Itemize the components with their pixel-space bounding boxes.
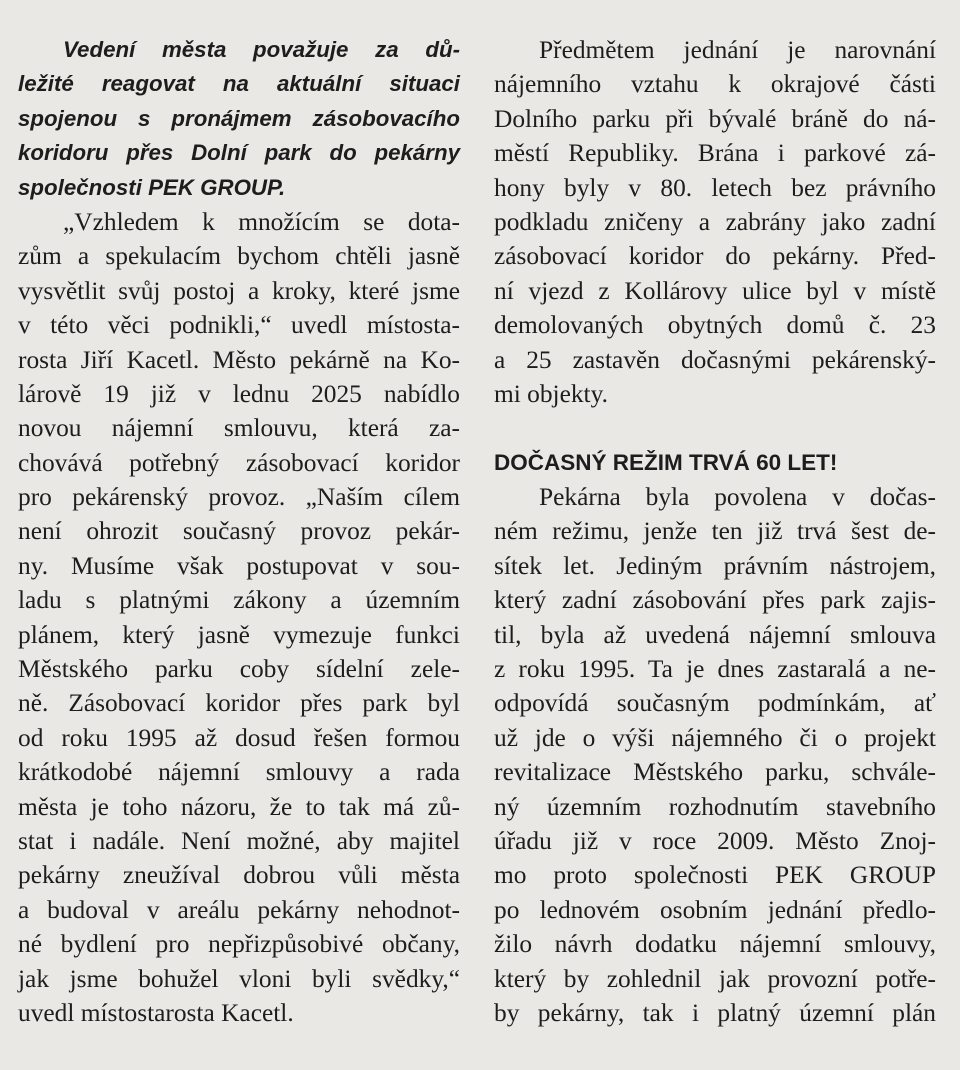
lead-line: Vedení města považuje za dů-: [63, 37, 460, 62]
body-paragraph-temporary-regime: [494, 480, 936, 1030]
text-line: jak jsme bohužel vloni byli svědky,“: [18, 964, 460, 993]
text-line: sítek let. Jediným právním nástrojem,: [494, 551, 936, 580]
body-paragraph-negotiation: [494, 33, 936, 411]
lead-line: spojenou s pronájmem zásobovacího: [18, 105, 460, 131]
right-column: [494, 33, 936, 1030]
text-line: který by zohlednil jak provozní potře-: [494, 964, 936, 993]
text-line: města je toho názoru, že to tak má zů-: [18, 792, 460, 821]
text-line: ný územním rozhodnutím stavebního: [494, 792, 936, 821]
text-line: už jde o výši nájemného či o projekt: [494, 723, 936, 752]
text-line: podkladu zničeny a zabrány jako zadní: [494, 207, 936, 236]
text-line: odpovídá současným podmínkám, ať: [494, 689, 936, 718]
text-line: který zadní zásobování přes park zajis-: [494, 586, 936, 615]
text-line: Dolního parku při bývalé bráně do ná-: [494, 104, 936, 133]
text-line: pekárny zneužíval dobrou vůli města: [18, 861, 460, 890]
text-line: plánem, který jasně vymezuje funkci: [18, 620, 460, 649]
text-line: a budoval v areálu pekárny nehodnot-: [18, 895, 460, 924]
text-line: vysvětlit svůj postoj a kroky, které jsme: [18, 276, 460, 305]
text-line: ném režimu, jenže ten již trvá šest de-: [494, 517, 936, 546]
text-line: chovává potřebný zásobovací koridor: [18, 448, 460, 477]
text-line: stat i nadále. Není možné, aby majitel: [18, 826, 460, 855]
text-line: ladu s platnými zákony a územním: [18, 586, 460, 615]
text-line: není ohrozit současný provoz pekár-: [18, 517, 460, 546]
text-line: ně. Zásobovací koridor přes park byl: [18, 689, 460, 718]
text-line: novou nájemní smlouvu, která za-: [18, 414, 460, 443]
text-line: zům a spekulacím bychom chtěli jasně: [18, 242, 460, 271]
text-line: od roku 1995 až dosud řešen formou: [18, 723, 460, 752]
body-paragraph-quote: [18, 205, 460, 1030]
text-line: zásobovací koridor do pekárny. Před-: [494, 242, 936, 271]
text-line: žilo návrh dodatku nájemní smlouvy,: [494, 930, 936, 959]
text-line: po lednovém osobním jednání předlo-: [494, 895, 936, 924]
text-line: hony byly v 80. letech bez právního: [494, 173, 936, 202]
left-column: [18, 33, 460, 1030]
text-line: „Vzhledem k množícím se dota-: [63, 207, 460, 236]
text-line: rosta Jiří Kacetl. Město pekárně na Ko-: [18, 345, 460, 374]
text-line: Předmětem jednání je narovnání: [539, 36, 936, 64]
text-line: til, byla až uvedená nájemní smlouva: [494, 620, 936, 649]
text-line: ny. Musíme však postupovat v sou-: [18, 551, 460, 580]
lead-line: ležité reagovat na aktuální situaci: [18, 71, 460, 97]
lead-line: koridoru přes Dolní park do pekárny: [18, 140, 460, 166]
text-line: pro pekárenský provoz. „Naším cílem: [18, 483, 460, 512]
text-line: mi objekty.: [494, 379, 609, 408]
paragraph-gap: [494, 411, 936, 445]
text-line: mo proto společnosti PEK GROUP: [494, 861, 936, 890]
text-line: ní vjezd z Kollárovy ulice byl v místě: [494, 276, 936, 305]
text-line: revitalizace Městského parku, schvále-: [494, 758, 936, 787]
text-line: a 25 zastavěn dočasnými pekárenský-: [494, 345, 936, 374]
text-line: demolovaných obytných domů č. 23: [494, 311, 936, 340]
text-line: lárově 19 již v lednu 2025 nabídlo: [18, 379, 460, 408]
text-line: městí Republiky. Brána i parkové zá-: [494, 139, 936, 168]
text-line: Městského parku coby sídelní zele-: [18, 655, 460, 684]
lead-paragraph: [18, 33, 460, 205]
text-line: uvedl místostarosta Kacetl.: [18, 998, 294, 1027]
section-heading: DOČASNÝ REŽIM TRVÁ 60 LET!: [494, 449, 838, 475]
text-line: krátkodobé nájemní smlouvy a rada: [18, 758, 460, 787]
lead-line: společnosti PEK GROUP.: [18, 174, 286, 200]
text-line: úřadu již v roce 2009. Město Znoj-: [494, 826, 936, 855]
text-line: z roku 1995. Ta je dnes zastaralá a ne-: [494, 655, 936, 684]
text-line: nájemního vztahu k okrajové části: [494, 70, 936, 99]
text-line: by pekárny, tak i platný územní plán: [494, 998, 936, 1027]
text-line: Pekárna byla povolena v dočas-: [539, 483, 936, 512]
text-line: né bydlení pro nepřizpůsobivé občany,: [18, 930, 460, 959]
text-line: v této věci podnikli,“ uvedl místosta-: [18, 311, 460, 340]
